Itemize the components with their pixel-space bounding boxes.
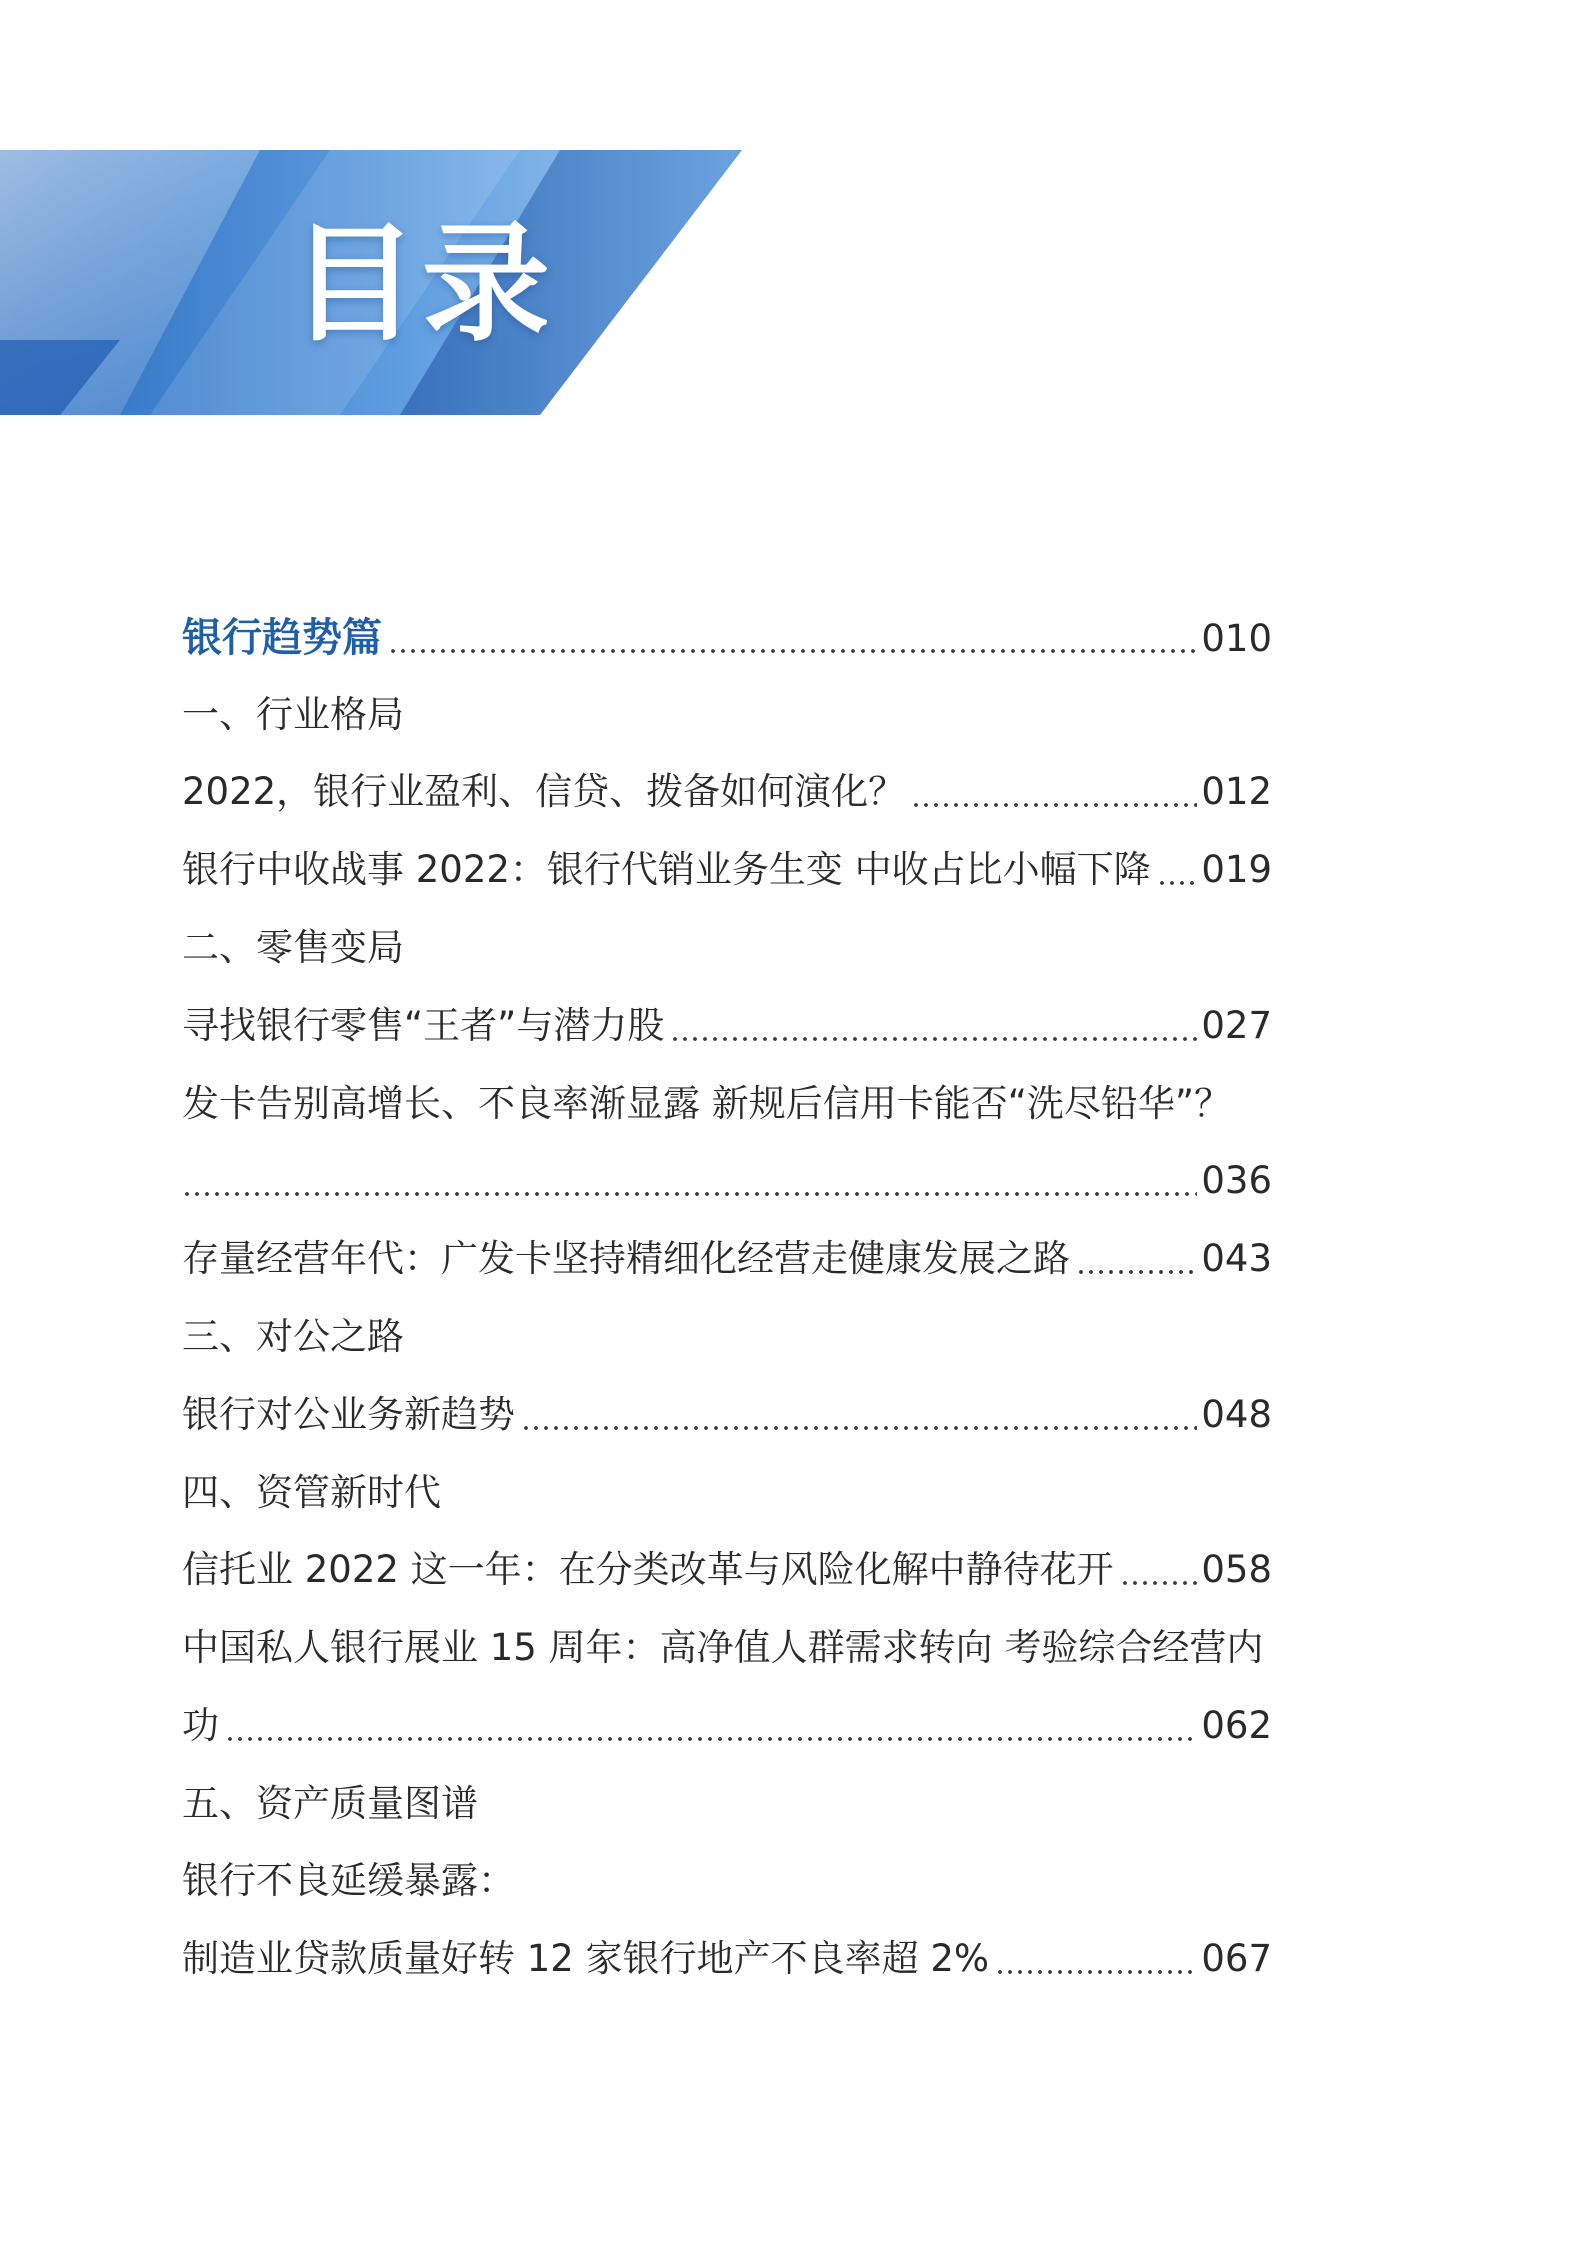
toc-entry[interactable] xyxy=(182,835,1272,905)
toc-entry-label-line1[interactable]: 中国私人银行展业 15 周年：高净值人群需求转向 考验综合经营内 xyxy=(182,1626,1264,1669)
dot-leader xyxy=(182,1146,1197,1216)
toc-entry-label-line1[interactable]: 发卡告别高增长、不良率渐显露 新规后信用卡能否“洗尽铅华”？ xyxy=(182,1082,1232,1125)
toc-entry-label: 银行中收战事 2022：银行代销业务生变 中收占比小幅下降 xyxy=(182,848,1151,891)
toc-entry-label: 2022，银行业盈利、信贷、拨备如何演化？ xyxy=(182,770,906,813)
toc-entry[interactable] xyxy=(182,1535,1272,1605)
toc-page-number: 012 xyxy=(1201,770,1272,813)
toc-page-number: 019 xyxy=(1201,848,1272,891)
toc-entry[interactable] xyxy=(182,1224,1272,1294)
toc-page-number: 010 xyxy=(1201,617,1272,660)
toc-entry[interactable] xyxy=(182,757,1272,827)
toc-entry-label: 银行对公业务新趋势 xyxy=(182,1393,515,1436)
dot-leader xyxy=(1076,1224,1197,1294)
toc-chapter-heading: 四、资管新时代 xyxy=(182,1471,441,1514)
toc-chapter-heading: 五、资产质量图谱 xyxy=(182,1782,478,1825)
dot-leader xyxy=(670,991,1197,1061)
dot-leader xyxy=(225,1691,1197,1761)
toc-entry-leader[interactable] xyxy=(182,1146,1272,1216)
toc-title: 目录 xyxy=(290,210,555,359)
toc-page-number: 062 xyxy=(1201,1704,1272,1747)
toc-entry-label: 寻找银行零售“王者”与潜力股 xyxy=(182,1004,665,1047)
toc-banner xyxy=(0,150,760,415)
toc-entry[interactable] xyxy=(182,1691,1272,1761)
toc-page-number: 043 xyxy=(1201,1237,1272,1280)
toc-entry-label-line2: 功 xyxy=(182,1704,219,1747)
toc-section-label: 银行趋势篇 xyxy=(182,615,382,661)
toc-chapter-heading: 一、行业格局 xyxy=(182,693,404,736)
toc-page-number: 027 xyxy=(1201,1004,1272,1047)
toc-entry[interactable] xyxy=(182,1924,1272,1994)
toc-page-number: 058 xyxy=(1201,1548,1272,1591)
dot-leader xyxy=(911,757,1197,827)
toc-entry-label: 存量经营年代：广发卡坚持精细化经营走健康发展之路 xyxy=(182,1237,1070,1280)
dot-leader xyxy=(1120,1535,1198,1605)
toc-entry[interactable] xyxy=(182,1380,1272,1450)
toc-entry[interactable] xyxy=(182,991,1272,1061)
toc-entry-label-line1[interactable]: 银行不良延缓暴露： xyxy=(182,1859,515,1902)
toc-chapter-heading: 三、对公之路 xyxy=(182,1315,404,1358)
toc-entry-label: 信托业 2022 这一年：在分类改革与风险化解中静待花开 xyxy=(182,1548,1114,1591)
dot-leader xyxy=(995,1924,1197,1994)
toc-page-number: 067 xyxy=(1201,1937,1272,1980)
toc-page-number: 048 xyxy=(1201,1393,1272,1436)
toc-section-entry[interactable] xyxy=(182,603,1272,673)
toc-chapter-heading: 二、零售变局 xyxy=(182,926,404,969)
dot-leader xyxy=(521,1380,1197,1450)
toc-page-number: 036 xyxy=(1201,1159,1272,1202)
toc-entry-label-line2: 制造业贷款质量好转 12 家银行地产不良率超 2% xyxy=(182,1937,990,1980)
dot-leader xyxy=(388,603,1197,673)
dot-leader xyxy=(1157,835,1198,905)
